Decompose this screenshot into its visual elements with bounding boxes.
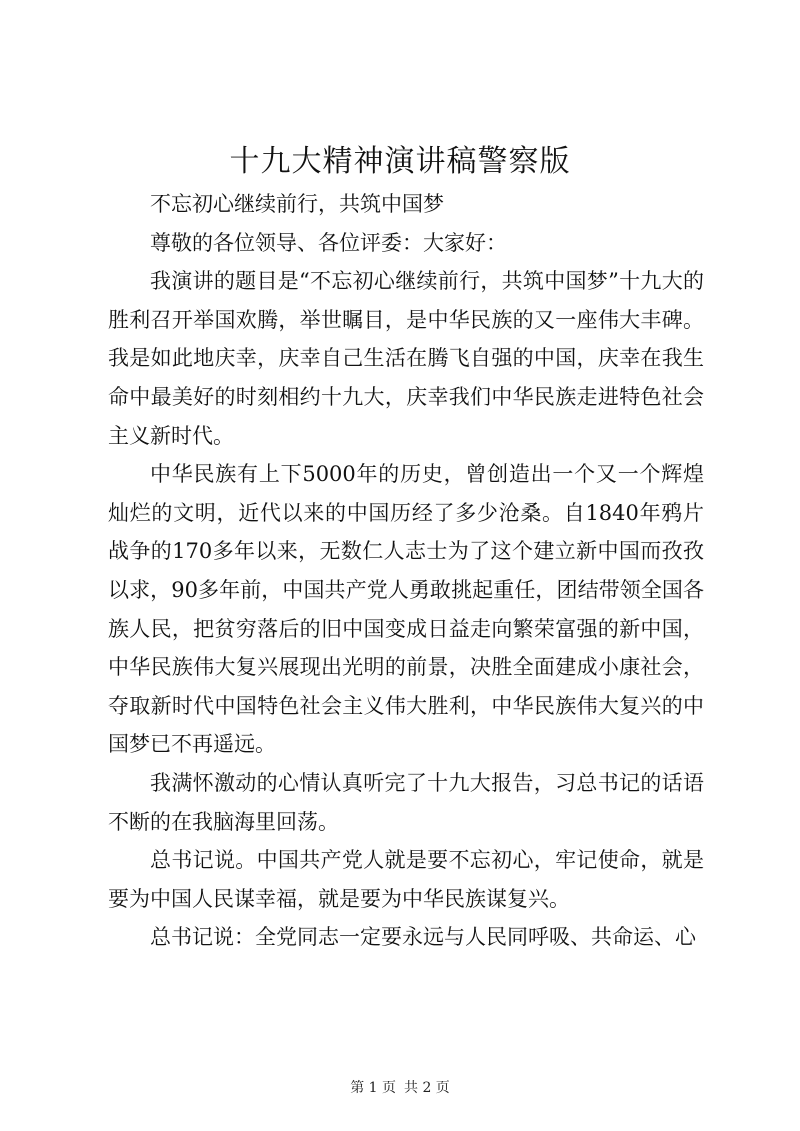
greeting-paragraph: 尊敬的各位领导、各位评委：大家好： (150, 230, 507, 255)
document-body (108, 185, 704, 957)
body-paragraph: 中华民族有上下5000年的历史，曾创造出一个又一个辉煌灿烂的文明，近代以来的中国历经了多少沧桑。自1840年鸦片战争的170多年以来，无数仁人志士为了这个建立新中国而孜孜以求，90多年前，中国共产党人勇敢挑起重任，团结带领全国各族人民，把贫穷落后的旧中国变成日益走向繁荣富强的新中国，中华民族伟大复兴展现出光明的前景，决胜全面建成小康社会，夺取新时代中国特色社会主义伟大胜利，中华民族伟大复兴的中国梦已不再遥远。 (108, 462, 704, 757)
page-total: 共 2 页 (404, 1080, 450, 1096)
document-title: 十九大精神演讲稿警察版 (229, 144, 571, 179)
page-footer (0, 1078, 800, 1098)
subtitle-paragraph: 不忘初心继续前行，共筑中国梦 (150, 192, 444, 216)
body-paragraph: 我满怀激动的心情认真听完了十九大报告，习总书记的话语不断的在我脑海里回荡。 (108, 770, 704, 834)
page-number: 第 1 页 (350, 1080, 396, 1096)
body-paragraph: 总书记说。中国共产党人就是要不忘初心，牢记使命，就是要为中国人民谋幸福，就是要为中华民族谋复兴。 (108, 848, 704, 911)
body-paragraph: 我演讲的题目是“不忘初心继续前行，共筑中国梦”十九大的胜利召开举国欢腾，举世瞩目，是中华民族的又一座伟大丰碑。我是如此地庆幸，庆幸自己生活在腾飞自强的中国，庆幸在我生命中最美好的时刻相约十九大，庆幸我们中华民族走进特色社会主义新时代。 (108, 269, 704, 448)
body-paragraph: 总书记说：全党同志一定要永远与人民同呼吸、共命运、心 (150, 925, 696, 950)
